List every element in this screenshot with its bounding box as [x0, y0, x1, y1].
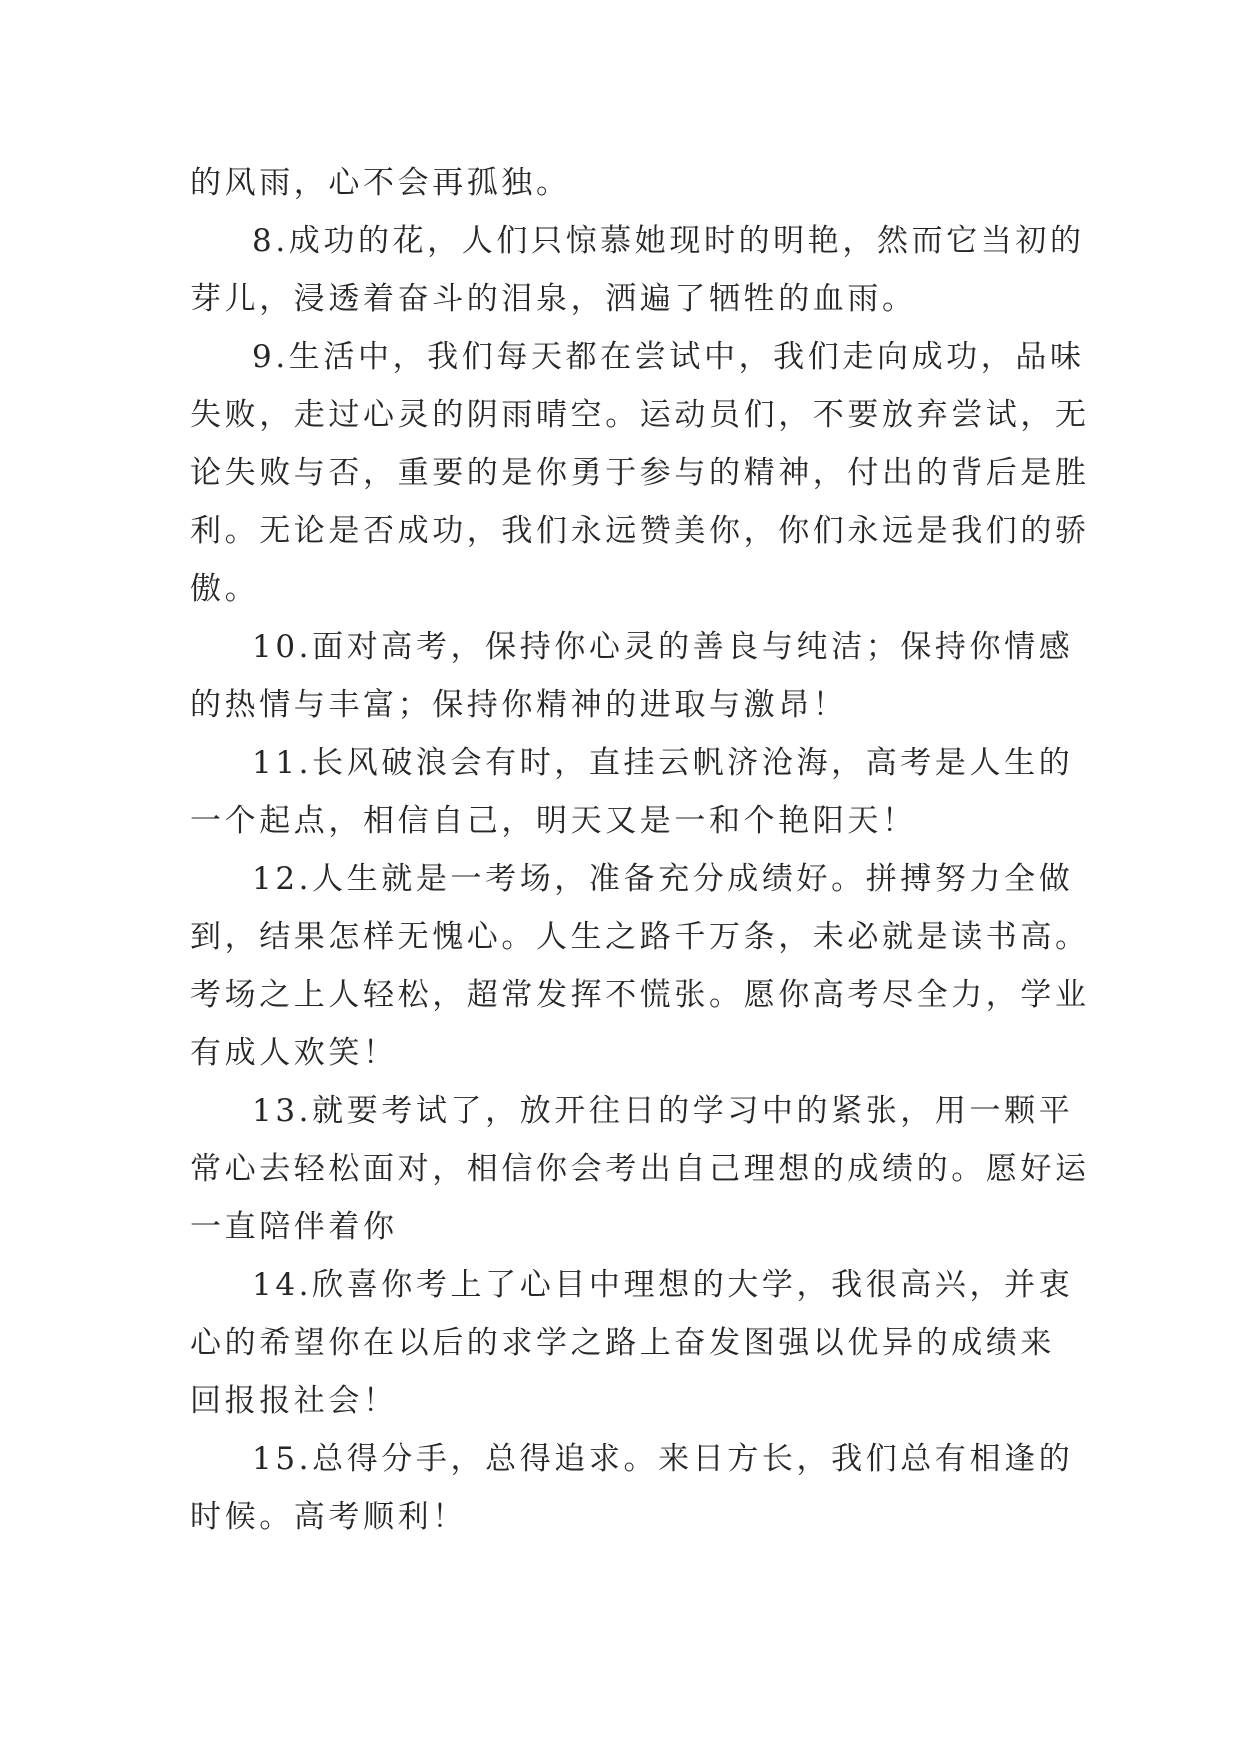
paragraph-line: 时候。高考顺利！	[190, 1499, 467, 1535]
paragraph-line-item-11: 11.长风破浪会有时，直挂云帆济沧海，高考是人生的	[252, 745, 1074, 781]
paragraph-line: 傲。	[190, 571, 260, 607]
paragraph-line-item-8: 8.成功的花，人们只惊慕她现时的明艳，然而它当初的	[252, 223, 1085, 259]
paragraph-line-item-10: 10.面对高考，保持你心灵的善良与纯洁；保持你情感	[252, 629, 1074, 665]
paragraph-line: 的热情与丰富；保持你精神的进取与激昂！	[190, 687, 848, 723]
paragraph-line: 回报报社会！	[190, 1383, 398, 1419]
paragraph-line: 一直陪伴着你	[190, 1209, 398, 1245]
paragraph-line: 到，结果怎样无愧心。人生之路千万条，未必就是读书高。	[190, 919, 1090, 955]
paragraph-line: 失败，走过心灵的阴雨晴空。运动员们，不要放弃尝试，无	[190, 397, 1090, 433]
paragraph-line: 一个起点，相信自己，明天又是一和个艳阳天！	[190, 803, 917, 839]
paragraph-line: 论失败与否，重要的是你勇于参与的精神，付出的背后是胜	[190, 455, 1090, 491]
paragraph-line-item-12: 12.人生就是一考场，准备充分成绩好。拼搏努力全做	[252, 861, 1074, 897]
document-body	[190, 154, 1090, 1546]
paragraph-line: 考场之上人轻松，超常发挥不慌张。愿你高考尽全力，学业	[190, 977, 1090, 1013]
paragraph-line-item-14: 14.欣喜你考上了心目中理想的大学，我很高兴，并衷	[252, 1267, 1074, 1303]
paragraph-line-item-9: 9.生活中，我们每天都在尝试中，我们走向成功，品味	[252, 339, 1085, 375]
paragraph-line: 的风雨，心不会再孤独。	[190, 165, 571, 201]
paragraph-line: 心的希望你在以后的求学之路上奋发图强以优异的成绩来	[190, 1325, 1055, 1361]
paragraph-line: 利。无论是否成功，我们永远赞美你，你们永远是我们的骄	[190, 513, 1090, 549]
paragraph-line-item-13: 13.就要考试了，放开往日的学习中的紧张，用一颗平	[252, 1093, 1074, 1129]
paragraph-line-item-15: 15.总得分手，总得追求。来日方长，我们总有相逢的	[252, 1441, 1074, 1477]
paragraph-line: 常心去轻松面对，相信你会考出自己理想的成绩的。愿好运	[190, 1151, 1090, 1187]
paragraph-line: 有成人欢笑！	[190, 1035, 398, 1071]
paragraph-line: 芽儿，浸透着奋斗的泪泉，洒遍了牺牲的血雨。	[190, 281, 917, 317]
